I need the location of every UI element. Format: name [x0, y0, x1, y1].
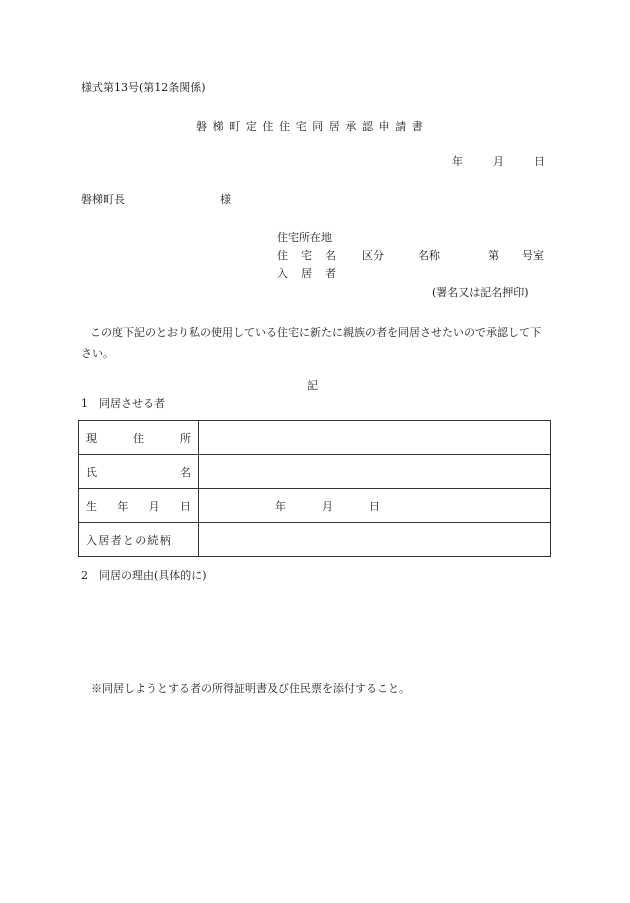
application-date [452, 156, 545, 167]
signature-note: (署名又は記名押印) [432, 286, 529, 299]
birthdate-label: 生 年 月 日 [79, 489, 199, 523]
resident-row [277, 268, 336, 279]
request-body-text: この度下記のとおり私の使用している住宅に新たに親族の者を同居させたいので承認して下さい。 [81, 326, 541, 360]
table-row-address [79, 421, 551, 455]
housing-name-label: 住 宅 名 [277, 249, 336, 262]
section-1-heading: 1 同居させる者 [81, 397, 165, 410]
number-prefix: 第 [488, 249, 499, 262]
housing-designation-label: 名称 [418, 249, 440, 262]
full-name-field[interactable] [199, 455, 551, 489]
birthdate-field[interactable] [199, 489, 551, 523]
table-row-relationship [79, 523, 551, 557]
cohabitant-table [78, 420, 551, 557]
addressee: 磐梯町長 [81, 193, 125, 206]
form-number: 様式第13号(第12条関係) [81, 81, 206, 94]
birth-month-label: 月 [322, 499, 333, 513]
notation-heading: 記 [307, 379, 318, 392]
full-name-label: 氏 名 [79, 455, 199, 489]
date-day-label: 日 [534, 155, 545, 168]
date-month-label: 月 [493, 155, 504, 168]
table-row-name [79, 455, 551, 489]
birth-day-label: 日 [369, 499, 380, 513]
resident-label: 入 居 者 [277, 267, 336, 280]
housing-address-label: 住宅所在地 [277, 231, 332, 244]
district-label: 区分 [362, 249, 384, 262]
housing-address-row [277, 232, 332, 243]
date-year-label: 年 [452, 155, 463, 168]
table-row-birthdate [79, 489, 551, 523]
current-address-label: 現 住 所 [79, 421, 199, 455]
honorific: 様 [220, 193, 231, 206]
section-2-heading: 2 同居の理由(具体的に) [81, 569, 207, 582]
relationship-field[interactable] [199, 523, 551, 557]
birth-year-label: 年 [275, 499, 286, 513]
housing-name-row [277, 250, 336, 261]
attachment-note: ※同居しようとする者の所得証明書及び住民票を添付すること。 [91, 682, 410, 695]
document-title: 磐梯町定住住宅同居承認申請書 [196, 120, 429, 133]
relationship-label: 入居者との続柄 [79, 523, 199, 557]
current-address-field[interactable] [199, 421, 551, 455]
room-suffix: 号室 [522, 249, 544, 262]
